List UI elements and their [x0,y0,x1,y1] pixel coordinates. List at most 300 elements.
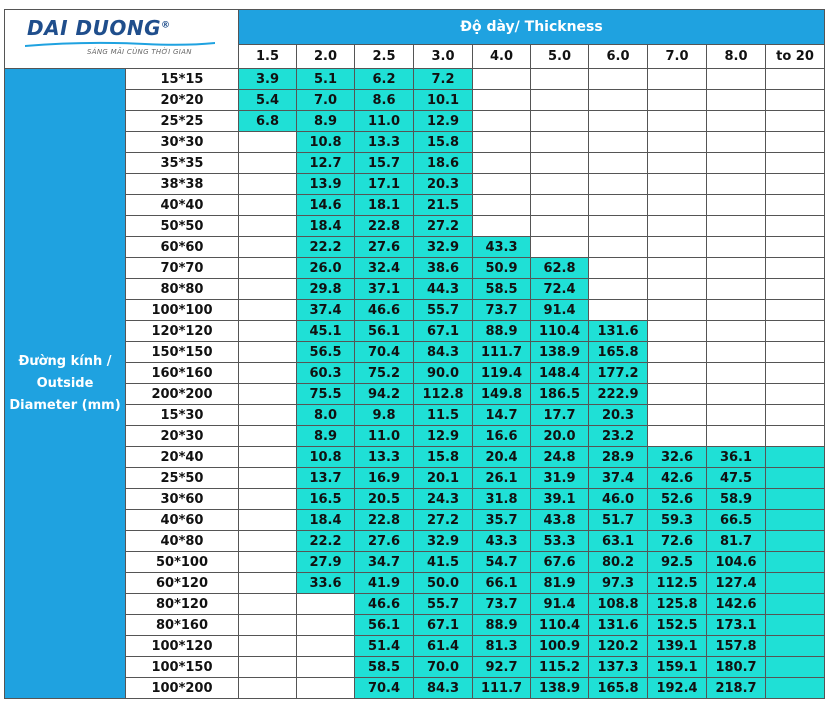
empty-cell [707,195,766,216]
weight-cell: 13.3 [355,132,414,153]
table-row [5,678,825,699]
weight-cell: 37.4 [297,300,355,321]
weight-cell: 45.1 [297,321,355,342]
size-cell: 20*30 [126,426,239,447]
empty-cell [766,216,825,237]
weight-cell: 218.7 [707,678,766,699]
weight-cell: 62.8 [531,258,589,279]
weight-cell: 55.7 [414,300,473,321]
empty-cell [239,489,297,510]
weight-cell: 60.3 [297,363,355,384]
table-row [5,405,825,426]
empty-cell [239,342,297,363]
weight-cell: 84.3 [414,678,473,699]
weight-cell: 56.1 [355,615,414,636]
weight-cell: 50.0 [414,573,473,594]
weight-cell [766,531,825,552]
weight-cell: 110.4 [531,615,589,636]
empty-cell [239,237,297,258]
weight-cell: 152.5 [648,615,707,636]
weight-cell: 32.9 [414,237,473,258]
empty-cell [239,363,297,384]
size-cell: 100*200 [126,678,239,699]
empty-cell [531,90,589,111]
weight-cell: 22.8 [355,510,414,531]
weight-cell: 70.0 [414,657,473,678]
size-cell: 20*40 [126,447,239,468]
empty-cell [589,132,648,153]
weight-cell: 46.0 [589,489,648,510]
empty-cell [239,384,297,405]
empty-cell [589,300,648,321]
weight-cell [766,468,825,489]
empty-cell [473,69,531,90]
weight-cell: 42.6 [648,468,707,489]
empty-cell [648,111,707,132]
empty-cell [239,195,297,216]
weight-cell: 110.4 [531,321,589,342]
size-cell: 25*50 [126,468,239,489]
table-row [5,111,825,132]
weight-cell: 10.8 [297,447,355,468]
weight-cell: 15.8 [414,132,473,153]
empty-cell [589,90,648,111]
table-row [5,69,825,90]
weight-cell: 53.3 [531,531,589,552]
empty-cell [766,279,825,300]
weight-cell: 59.3 [648,510,707,531]
empty-cell [707,258,766,279]
size-cell: 60*120 [126,573,239,594]
empty-cell [531,132,589,153]
weight-cell: 35.7 [473,510,531,531]
table-row [5,342,825,363]
empty-cell [648,363,707,384]
weight-cell: 22.2 [297,237,355,258]
weight-cell: 104.6 [707,552,766,573]
weight-cell: 18.4 [297,216,355,237]
empty-cell [531,237,589,258]
empty-cell [766,153,825,174]
empty-cell [531,69,589,90]
weight-cell: 14.6 [297,195,355,216]
weight-cell [766,594,825,615]
empty-cell [707,321,766,342]
table-row [5,384,825,405]
empty-cell [766,363,825,384]
size-cell: 80*80 [126,279,239,300]
size-cell: 35*35 [126,153,239,174]
weight-cell: 11.5 [414,405,473,426]
thickness-column-header: 3.0 [414,45,473,69]
weight-cell: 81.3 [473,636,531,657]
weight-cell: 72.6 [648,531,707,552]
empty-cell [766,69,825,90]
brand-slogan: SÁNG MÃI CÙNG THỜI GIAN [87,48,192,56]
thickness-column-header: 2.5 [355,45,414,69]
weight-cell: 75.5 [297,384,355,405]
empty-cell [531,153,589,174]
weight-cell: 8.6 [355,90,414,111]
weight-cell: 111.7 [473,678,531,699]
weight-cell: 125.8 [648,594,707,615]
weight-cell: 72.4 [531,279,589,300]
thickness-title: Độ dày/ Thickness [239,10,825,45]
empty-cell [707,426,766,447]
thickness-column-header: 8.0 [707,45,766,69]
thickness-column-header: 1.5 [239,45,297,69]
empty-cell [297,636,355,657]
thickness-column-header: to 20 [766,45,825,69]
empty-cell [239,447,297,468]
weight-cell: 12.9 [414,426,473,447]
weight-cell: 92.5 [648,552,707,573]
weight-cell [766,552,825,573]
weight-cell: 29.8 [297,279,355,300]
empty-cell [239,405,297,426]
table-body [5,69,825,699]
thickness-column-header: 5.0 [531,45,589,69]
weight-cell: 6.8 [239,111,297,132]
weight-cell: 173.1 [707,615,766,636]
empty-cell [766,174,825,195]
weight-cell: 17.7 [531,405,589,426]
weight-cell [766,636,825,657]
weight-cell: 38.6 [414,258,473,279]
weight-cell [766,447,825,468]
weight-cell: 73.7 [473,300,531,321]
weight-cell: 16.9 [355,468,414,489]
weight-cell: 138.9 [531,678,589,699]
weight-cell: 33.6 [297,573,355,594]
weight-cell: 81.7 [707,531,766,552]
weight-cell [766,510,825,531]
weight-cell: 11.0 [355,111,414,132]
empty-cell [473,153,531,174]
weight-cell: 52.6 [648,489,707,510]
empty-cell [766,321,825,342]
weight-cell: 12.7 [297,153,355,174]
weight-cell: 18.6 [414,153,473,174]
weight-cell: 20.3 [414,174,473,195]
table-row [5,636,825,657]
table-header [5,10,825,69]
empty-cell [239,279,297,300]
size-cell: 200*200 [126,384,239,405]
empty-cell [648,300,707,321]
empty-cell [297,594,355,615]
empty-cell [239,510,297,531]
empty-cell [707,69,766,90]
size-cell: 100*120 [126,636,239,657]
empty-cell [648,279,707,300]
empty-cell [473,90,531,111]
table-row [5,216,825,237]
weight-cell: 46.6 [355,300,414,321]
weight-cell: 67.1 [414,615,473,636]
weight-cell: 84.3 [414,342,473,363]
empty-cell [589,195,648,216]
weight-cell: 6.2 [355,69,414,90]
table-row [5,195,825,216]
weight-cell [766,489,825,510]
empty-cell [531,195,589,216]
empty-cell [297,657,355,678]
weight-cell: 58.5 [473,279,531,300]
table-row [5,447,825,468]
empty-cell [766,195,825,216]
empty-cell [239,258,297,279]
swoosh-icon [25,40,215,48]
weight-cell: 24.8 [531,447,589,468]
empty-cell [707,174,766,195]
empty-cell [707,384,766,405]
table-row [5,657,825,678]
weight-cell: 13.7 [297,468,355,489]
weight-cell: 100.9 [531,636,589,657]
weight-cell: 18.1 [355,195,414,216]
size-cell: 30*60 [126,489,239,510]
empty-cell [707,111,766,132]
weight-cell: 5.1 [297,69,355,90]
weight-cell: 12.9 [414,111,473,132]
empty-cell [648,258,707,279]
empty-cell [531,111,589,132]
brand-logo [5,10,238,68]
weight-cell: 108.8 [589,594,648,615]
empty-cell [648,174,707,195]
weight-cell: 192.4 [648,678,707,699]
empty-cell [531,174,589,195]
weight-cell: 8.0 [297,405,355,426]
weight-cell: 10.1 [414,90,473,111]
weight-cell: 115.2 [531,657,589,678]
weight-cell: 56.5 [297,342,355,363]
weight-cell: 88.9 [473,321,531,342]
size-cell: 100*150 [126,657,239,678]
empty-cell [707,363,766,384]
table-row [5,300,825,321]
empty-cell [473,132,531,153]
weight-cell: 186.5 [531,384,589,405]
weight-cell [766,678,825,699]
weight-cell: 127.4 [707,573,766,594]
thickness-column-header: 7.0 [648,45,707,69]
empty-cell [239,552,297,573]
table-row [5,279,825,300]
size-cell: 100*100 [126,300,239,321]
empty-cell [648,384,707,405]
weight-cell: 149.8 [473,384,531,405]
weight-cell: 27.9 [297,552,355,573]
weight-cell: 41.5 [414,552,473,573]
weight-cell: 22.8 [355,216,414,237]
weight-spec-table [4,9,825,699]
weight-cell: 58.9 [707,489,766,510]
table-row [5,258,825,279]
weight-cell: 36.1 [707,447,766,468]
size-cell: 15*30 [126,405,239,426]
weight-cell: 92.7 [473,657,531,678]
weight-cell: 11.0 [355,426,414,447]
weight-cell: 16.5 [297,489,355,510]
weight-cell: 16.6 [473,426,531,447]
weight-cell: 39.1 [531,489,589,510]
weight-cell: 177.2 [589,363,648,384]
size-cell: 20*20 [126,90,239,111]
weight-cell: 20.4 [473,447,531,468]
weight-cell: 27.6 [355,531,414,552]
weight-cell: 5.4 [239,90,297,111]
empty-cell [473,216,531,237]
size-cell: 80*120 [126,594,239,615]
empty-cell [766,111,825,132]
weight-cell: 46.6 [355,594,414,615]
weight-cell: 222.9 [589,384,648,405]
weight-cell: 13.9 [297,174,355,195]
weight-cell: 94.2 [355,384,414,405]
empty-cell [766,300,825,321]
empty-cell [648,195,707,216]
size-cell: 80*160 [126,615,239,636]
size-cell: 50*100 [126,552,239,573]
empty-cell [589,111,648,132]
empty-cell [766,258,825,279]
weight-cell: 90.0 [414,363,473,384]
weight-cell: 31.9 [531,468,589,489]
empty-cell [766,132,825,153]
weight-cell: 13.3 [355,447,414,468]
empty-cell [766,405,825,426]
table-row [5,552,825,573]
weight-cell: 20.1 [414,468,473,489]
empty-cell [707,132,766,153]
empty-cell [648,237,707,258]
weight-cell: 8.9 [297,111,355,132]
empty-cell [648,426,707,447]
empty-cell [239,615,297,636]
weight-cell: 56.1 [355,321,414,342]
weight-cell: 21.5 [414,195,473,216]
outside-diameter-label: Đường kính / Outside Diameter (mm) [5,69,126,699]
weight-cell: 119.4 [473,363,531,384]
empty-cell [766,384,825,405]
empty-cell [648,405,707,426]
table-row [5,90,825,111]
empty-cell [531,216,589,237]
empty-cell [589,237,648,258]
weight-cell: 32.4 [355,258,414,279]
weight-cell: 44.3 [414,279,473,300]
empty-cell [707,300,766,321]
weight-cell: 27.2 [414,216,473,237]
weight-cell: 20.0 [531,426,589,447]
weight-cell: 32.9 [414,531,473,552]
empty-cell [707,405,766,426]
size-cell: 160*160 [126,363,239,384]
empty-cell [239,678,297,699]
weight-cell: 70.4 [355,678,414,699]
table-row [5,468,825,489]
weight-cell: 112.5 [648,573,707,594]
empty-cell [473,111,531,132]
weight-cell: 81.9 [531,573,589,594]
size-cell: 15*15 [126,69,239,90]
table-row [5,321,825,342]
thickness-column-header: 4.0 [473,45,531,69]
empty-cell [239,468,297,489]
weight-cell: 66.5 [707,510,766,531]
table-row [5,594,825,615]
empty-cell [648,216,707,237]
weight-cell: 112.8 [414,384,473,405]
size-cell: 40*40 [126,195,239,216]
empty-cell [589,69,648,90]
weight-cell: 142.6 [707,594,766,615]
empty-cell [239,153,297,174]
table-row [5,174,825,195]
empty-cell [239,216,297,237]
weight-cell: 91.4 [531,300,589,321]
weight-cell: 15.7 [355,153,414,174]
weight-cell: 14.7 [473,405,531,426]
empty-cell [239,531,297,552]
weight-cell: 43.3 [473,237,531,258]
empty-cell [239,174,297,195]
weight-cell: 43.3 [473,531,531,552]
weight-cell: 66.1 [473,573,531,594]
weight-cell: 27.2 [414,510,473,531]
weight-cell: 47.5 [707,468,766,489]
weight-cell: 159.1 [648,657,707,678]
weight-cell: 24.3 [414,489,473,510]
weight-cell: 28.9 [589,447,648,468]
table-row [5,531,825,552]
weight-cell: 50.9 [473,258,531,279]
empty-cell [648,321,707,342]
empty-cell [239,573,297,594]
weight-cell [766,615,825,636]
size-cell: 50*50 [126,216,239,237]
weight-cell: 111.7 [473,342,531,363]
empty-cell [297,615,355,636]
table-row [5,489,825,510]
weight-cell: 23.2 [589,426,648,447]
weight-cell: 88.9 [473,615,531,636]
weight-cell: 3.9 [239,69,297,90]
weight-cell: 67.6 [531,552,589,573]
weight-cell: 8.9 [297,426,355,447]
weight-cell: 75.2 [355,363,414,384]
weight-cell: 120.2 [589,636,648,657]
empty-cell [766,426,825,447]
weight-cell: 131.6 [589,615,648,636]
empty-cell [766,237,825,258]
weight-cell: 97.3 [589,573,648,594]
empty-cell [239,132,297,153]
size-cell: 38*38 [126,174,239,195]
empty-cell [239,657,297,678]
weight-cell: 34.7 [355,552,414,573]
empty-cell [766,342,825,363]
weight-cell: 165.8 [589,342,648,363]
weight-cell: 20.3 [589,405,648,426]
weight-cell: 17.1 [355,174,414,195]
brand-name: DAI DUONG® [27,16,171,40]
size-cell: 40*60 [126,510,239,531]
weight-cell: 54.7 [473,552,531,573]
empty-cell [239,321,297,342]
